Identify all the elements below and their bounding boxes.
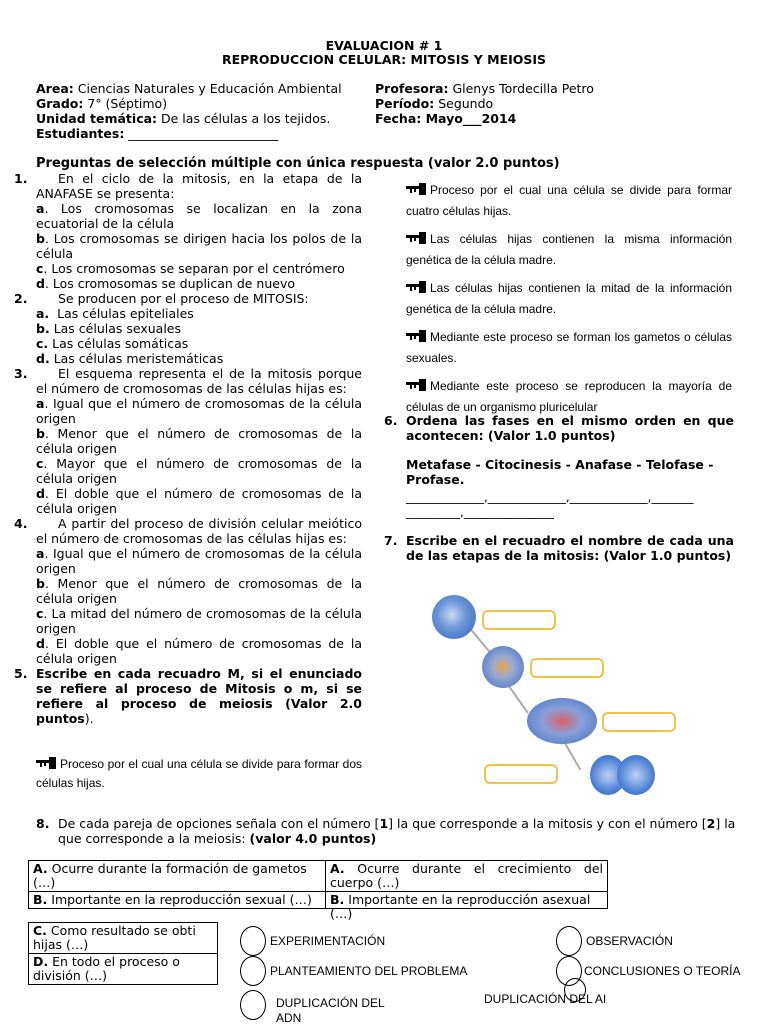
mitosis-diagram (412, 590, 742, 805)
q2-b-text: Las células sexuales (53, 321, 182, 336)
q8-cell-text: Importante en la reproducción sexual (…) (47, 892, 312, 907)
q3-d-text: El doble que el número de cromosomas de la célula origen (36, 486, 363, 516)
q5-s5-text: Mediante este proceso se forman los gametos o células sexuales. (406, 330, 732, 365)
q4-option-d: d. El doble que el número de cromosomas de la célula origen (36, 636, 363, 666)
q4-option-a: a. Igual que el número de cromosomas de la célula origen (36, 546, 363, 576)
q5-statement-5 (406, 327, 732, 369)
answer-box-2[interactable] (530, 658, 604, 678)
q6-number: 6. (384, 413, 398, 428)
overlay-planteamiento: PLANTEAMIENTO DEL PROBLEMA (270, 964, 468, 978)
q8-letter: D. (33, 954, 49, 969)
key-icon (406, 232, 426, 244)
q5-statement-2 (406, 180, 732, 222)
table-row (29, 923, 218, 954)
q5-valor: Valor 2.0 puntos (36, 696, 362, 726)
area-label: Area: (36, 81, 74, 96)
q2-option-d: d. Las células meristemáticas (36, 351, 224, 366)
q8-cell-text: Importante en la reproducción asexual (…) (330, 892, 591, 921)
q5-number: 5. (14, 666, 28, 681)
q5-statement-4 (406, 278, 732, 320)
q8-n1: 1 (379, 816, 389, 831)
q5-statement-3 (406, 229, 732, 271)
estudiantes-row (36, 126, 366, 141)
question-4 (14, 516, 362, 666)
grado-row (36, 96, 366, 111)
overlay-duplicacion-adn: DUPLICACIÓN DEL ADN (276, 996, 385, 1025)
q8-cell-b-left[interactable] (29, 892, 326, 909)
q3-b-text: Menor que el número de cromosomas de la célula origen (36, 426, 362, 456)
fecha-value: Mayo___2014 (421, 111, 517, 126)
q8-text-c: ] la que corresponde a la meiosis: (58, 816, 736, 846)
q8-letter: B. (33, 892, 48, 907)
question-3 (14, 366, 362, 516)
question-5 (14, 666, 362, 726)
q5-text (36, 666, 362, 726)
q5-s2-text: Proceso por el cual una célula se divide para formar cuatro células hijas. (406, 183, 732, 218)
q5-s3-text: Las células hijas contienen la misma información genética de la célula madre. (406, 232, 732, 267)
q8-cell-d-left[interactable] (29, 954, 218, 985)
left-column (14, 171, 362, 726)
overlay-experimentacion: EXPERIMENTACIÓN (270, 934, 386, 948)
q8-n2: 2 (706, 816, 716, 831)
oval-marker (240, 956, 266, 986)
table-row (29, 861, 608, 892)
key-icon (406, 379, 426, 391)
connector-line (507, 684, 529, 714)
q2-d-text: Las células meristemáticas (53, 351, 224, 366)
grado-value: 7° (Séptimo) (83, 96, 168, 111)
estudiantes-value: ________________________ (124, 126, 279, 141)
q4-b-text: Menor que el número de cromosomas de la célula origen (36, 576, 362, 606)
q1-b-text: Los cromosomas se dirigen hacia los polos de la célula (36, 231, 363, 261)
info-left (36, 81, 366, 141)
fecha-label: Fecha: (375, 111, 422, 126)
q8-cell-text: Ocurre durante la formación de gametos (…) (33, 861, 307, 890)
q5-s4-text: Las células hijas contienen la mitad de la información genética de la célula madre. (406, 281, 732, 316)
q2-c-text: Las células somáticas (52, 336, 189, 351)
section-title: Preguntas de selección múltiple con única respuesta (valor 2.0 puntos) (36, 156, 560, 171)
q2-option-a: a. Las células epiteliales (36, 306, 194, 321)
unidad-value: De las células a los tejidos. (157, 111, 331, 126)
key-icon (36, 757, 56, 769)
q4-c-text: La mitad del número de cromosomas de la célula origen (36, 606, 362, 636)
fecha-row (375, 111, 735, 126)
q2-option-c: c. Las células somáticas (36, 336, 189, 351)
q3-c-text: Mayor que el número de cromosomas de la célula origen (36, 456, 362, 486)
exam-subtitle: REPRODUCCION CELULAR: MITOSIS Y MEIOSIS (221, 52, 547, 67)
question-7 (384, 533, 734, 563)
q6-answer-blanks-2[interactable]: _________,_______________ (406, 505, 554, 519)
q4-a-text: Igual que el número de cromosomas de la célula origen (36, 546, 363, 576)
cell-telophase-right-image (617, 755, 655, 795)
table-row (29, 954, 218, 985)
q3-option-c: c. Mayor que el número de cromosomas de la célula origen (36, 456, 362, 486)
q2-number: 2. (14, 291, 28, 306)
answer-box-1[interactable] (482, 610, 556, 630)
profesora-value: Glenys Tordecilla Petro (448, 81, 594, 96)
answer-box-4[interactable] (484, 764, 558, 784)
q5-text-main: Escribe en cada recuadro M, si el enunciado se refiere al proceso de Mitosis o m, si se refiere al proceso de meiosis ( (36, 666, 362, 711)
q8-letter: B. (330, 892, 345, 907)
unidad-row (36, 111, 366, 126)
q2-option-b: b. Las células sexuales (36, 321, 182, 336)
q7-text: Escribe en el recuadro el nombre de cada una de las etapas de la mitosis: (Valor 1.0 puntos) (406, 533, 734, 563)
cell-metaphase-image (482, 646, 524, 688)
table-row (29, 892, 608, 909)
question-8 (36, 816, 736, 846)
cell-anaphase-image (527, 698, 597, 744)
q3-number: 3. (14, 366, 28, 381)
q1-option-a: a. Los cromosomas se localizan en la zona ecuatorial de la célula (36, 201, 363, 231)
q8-cell-a-left[interactable] (29, 861, 326, 892)
q1-c-text: Los cromosomas se separan por el centrómero (51, 261, 345, 276)
periodo-label: Período: (375, 96, 435, 111)
q8-valor: (valor 4.0 puntos) (249, 831, 377, 846)
q2-text: Se producen por el proceso de MITOSIS: (58, 291, 309, 306)
periodo-value: Segundo (434, 96, 494, 111)
q8-text (58, 816, 736, 846)
q8-table (28, 860, 608, 921)
q8-letter: A. (330, 861, 345, 876)
q1-d-text: Los cromosomas se duplican de nuevo (52, 276, 295, 291)
oval-marker (240, 926, 266, 956)
q5-s1-text: Proceso por el cual una célula se divide para formar dos células hijas. (36, 757, 362, 790)
area-row (36, 81, 366, 96)
overlay-conclusiones: CONCLUSIONES O TEORÍA (584, 964, 741, 978)
grado-label: Grado: (36, 96, 84, 111)
overlay-observacion: OBSERVACIÓN (586, 934, 673, 948)
q6-text: Ordena las fases en el mismo orden en que acontecen: (Valor 1.0 puntos) (406, 413, 734, 443)
q5-end: ). (84, 711, 94, 726)
q8-letter: A. (33, 861, 48, 876)
q5-statements-right (406, 180, 732, 418)
q8-cell-text: Ocurre durante el crecimiento del cuerpo (…) (330, 861, 603, 890)
q8-table-lower (28, 922, 218, 985)
profesora-label: Profesora: (375, 81, 449, 96)
q1-a-text: Los cromosomas se localizan en la zona ecuatorial de la célula (36, 201, 363, 231)
key-icon (406, 330, 426, 342)
q3-option-b: b. Menor que el número de cromosomas de la célula origen (36, 426, 362, 456)
answer-box-3[interactable] (602, 712, 676, 732)
q5-s6-text: Mediante este proceso se reproducen la mayoría de células de un organismo pluricelular (406, 379, 732, 414)
q3-option-a: a. Igual que el número de cromosomas de la célula origen (36, 396, 363, 426)
q8-cell-c-left[interactable] (29, 923, 218, 954)
oval-marker (556, 926, 582, 956)
key-icon (406, 183, 426, 195)
q8-number: 8. (36, 816, 50, 831)
q8-text-b: ] la que corresponde a la mitosis y con el número [ (388, 816, 707, 831)
q8-cell-a-right[interactable] (326, 861, 608, 892)
cell-prophase-image (432, 595, 476, 639)
question-6 (384, 413, 734, 520)
q3-a-text: Igual que el número de cromosomas de la célula origen (36, 396, 363, 426)
unidad-label: Unidad temática: (36, 111, 158, 126)
key-icon (406, 281, 426, 293)
profesora-row (375, 81, 735, 96)
q8-cell-text: Como resultado se obti hijas (…) (33, 923, 196, 952)
question-2 (14, 291, 362, 366)
q8-text-a: De cada pareja de opciones señala con el número [ (58, 816, 380, 831)
oval-marker (240, 990, 266, 1020)
overlay-duplicacion-ai: DUPLICACIÓN DEL AI (484, 992, 607, 1006)
q6-answer-blanks-1[interactable]: _____________,_____________,_____________,_______ (406, 490, 694, 504)
info-right (375, 81, 735, 126)
estudiantes-label: Estudiantes: (36, 126, 125, 141)
q4-option-b: b. Menor que el número de cromosomas de la célula origen (36, 576, 362, 606)
q3-option-d: d. El doble que el número de cromosomas de la célula origen (36, 486, 363, 516)
q7-number: 7. (384, 533, 398, 548)
q5-statement-6 (406, 376, 732, 418)
q4-option-c: c. La mitad del número de cromosomas de la célula origen (36, 606, 362, 636)
q1-option-d: d. Los cromosomas se duplican de nuevo (36, 276, 295, 291)
q4-number: 4. (14, 516, 28, 531)
q8-letter: C. (33, 923, 47, 938)
exam-title: EVALUACION # 1 (325, 38, 443, 53)
q1-number: 1. (14, 171, 28, 186)
periodo-row (375, 96, 735, 111)
q5-statement-1 (36, 755, 362, 793)
q4-d-text: El doble que el número de cromosomas de la célula origen (36, 636, 363, 666)
area-value: Ciencias Naturales y Educación Ambiental (73, 81, 342, 96)
q8-cell-b-right[interactable] (326, 892, 608, 921)
q6-phases: Metafase - Citocinesis - Anafase - Telofase - Profase. (406, 457, 714, 487)
q1-text: En el ciclo de la mitosis, en la etapa de la ANAFASE se presenta: (36, 171, 362, 201)
question-1 (14, 171, 362, 291)
q4-text: A partir del proceso de división celular meiótico el número de cromosomas de las células hijas es: (36, 516, 362, 546)
q3-text: El esquema representa el de la mitosis porque el número de cromosomas de las células hijas es: (36, 366, 362, 396)
q1-option-c: c. Los cromosomas se separan por el centrómero (36, 261, 345, 276)
q8-cell-text: En todo el proceso o división (…) (33, 954, 180, 983)
q1-option-b: b. Los cromosomas se dirigen hacia los polos de la célula (36, 231, 363, 261)
q2-a-text: Las células epiteliales (57, 306, 194, 321)
